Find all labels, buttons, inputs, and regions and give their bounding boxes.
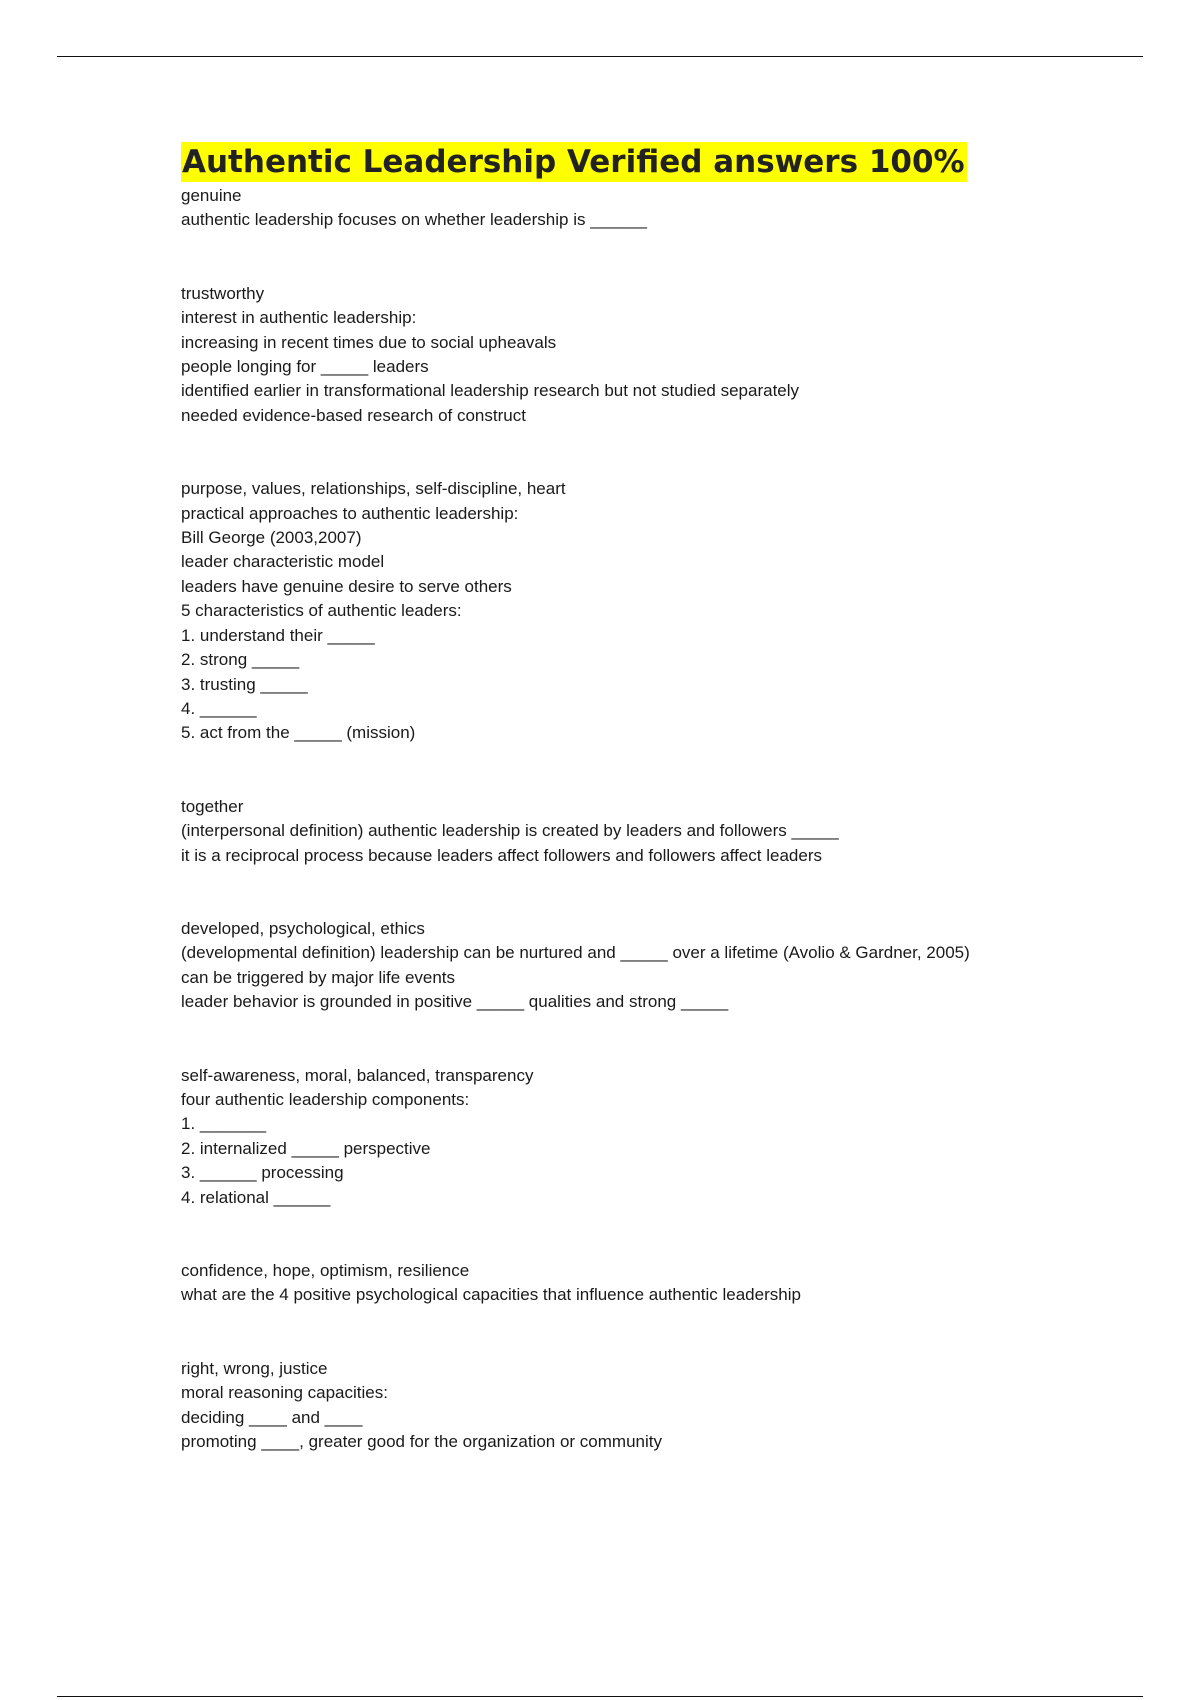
flashcard-answer: self-awareness, moral, balanced, transparency [181, 1065, 534, 1085]
flashcard [181, 1259, 1011, 1308]
header-rule [57, 56, 1143, 57]
flashcard-list [181, 184, 1011, 1454]
document-title: Authentic Leadership Verified answers 100% [182, 144, 965, 180]
document-body [181, 142, 1011, 1454]
flashcard-prompt-line: it is a reciprocal process because leaders affect followers and followers affect leaders [181, 845, 822, 865]
flashcard-prompt-line: leader behavior is grounded in positive _____ qualities and strong _____ [181, 992, 729, 1012]
flashcard-prompt-line: Bill George (2003,2007) [181, 528, 362, 548]
footer-rule [57, 1696, 1143, 1697]
flashcard-prompt-line: 3. trusting _____ [181, 674, 308, 694]
flashcard-prompt-line: deciding ____ and ____ [181, 1407, 363, 1427]
flashcard-answer: genuine [181, 186, 242, 205]
flashcard-answer: trustworthy [181, 283, 265, 303]
flashcard [181, 795, 1011, 868]
flashcard [181, 1064, 1011, 1210]
flashcard-answer: developed, psychological, ethics [181, 918, 425, 938]
flashcard-prompt-line: 4. ______ [181, 698, 257, 718]
flashcard-prompt-line: moral reasoning capacities: [181, 1383, 388, 1403]
flashcard-prompt-line: identified earlier in transformational leadership research but not studied separately [181, 381, 800, 401]
flashcard-prompt-line: 2. strong _____ [181, 650, 300, 670]
flashcard-prompt-line: increasing in recent times due to social upheavals [181, 332, 557, 352]
flashcard-prompt-line: 4. relational ______ [181, 1187, 331, 1207]
flashcard-prompt-line: 1. understand their _____ [181, 625, 375, 645]
flashcard [181, 477, 1011, 745]
flashcard-prompt-line: promoting ____, greater good for the organization or community [181, 1432, 662, 1452]
flashcard-prompt-line: (interpersonal definition) authentic leadership is created by leaders and followers _____ [181, 821, 839, 841]
flashcard-prompt-line: needed evidence-based research of construct [181, 405, 526, 425]
flashcard [181, 917, 1011, 1015]
flashcard-prompt-line: 1. _______ [181, 1114, 267, 1134]
flashcard-answer: right, wrong, justice [181, 1358, 328, 1378]
flashcard-answer: confidence, hope, optimism, resilience [181, 1261, 470, 1280]
flashcard-prompt-line: people longing for _____ leaders [181, 357, 429, 377]
flashcard-prompt-line: leaders have genuine desire to serve others [181, 576, 512, 596]
flashcard-prompt-line: can be triggered by major life events [181, 967, 456, 987]
flashcard-prompt-line: 5. act from the _____ (mission) [181, 723, 416, 743]
flashcard-prompt-line: 3. ______ processing [181, 1163, 344, 1183]
flashcard-prompt-line: (developmental definition) leadership can be nurtured and _____ over a lifetime (Avolio & Gardner, 2005) [181, 943, 970, 963]
flashcard [181, 184, 1011, 233]
flashcard-answer: purpose, values, relationships, self-discipline, heart [181, 479, 566, 499]
flashcard [181, 1357, 1011, 1455]
flashcard-prompt-line: authentic leadership focuses on whether leadership is ______ [181, 210, 647, 230]
flashcard-prompt-line: practical approaches to authentic leadership: [181, 503, 519, 523]
flashcard-prompt-line: what are the 4 positive psychological capacities that influence authentic leadership [181, 1285, 801, 1305]
flashcard-prompt-line: interest in authentic leadership: [181, 308, 417, 328]
flashcard-answer: together [181, 796, 244, 816]
flashcard-prompt-line: 2. internalized _____ perspective [181, 1138, 431, 1158]
flashcard-prompt-line: leader characteristic model [181, 552, 385, 572]
flashcard [181, 282, 1011, 428]
title-wrap [181, 142, 1011, 184]
flashcard-prompt-line: four authentic leadership components: [181, 1089, 470, 1109]
flashcard-prompt-line: 5 characteristics of authentic leaders: [181, 601, 462, 621]
